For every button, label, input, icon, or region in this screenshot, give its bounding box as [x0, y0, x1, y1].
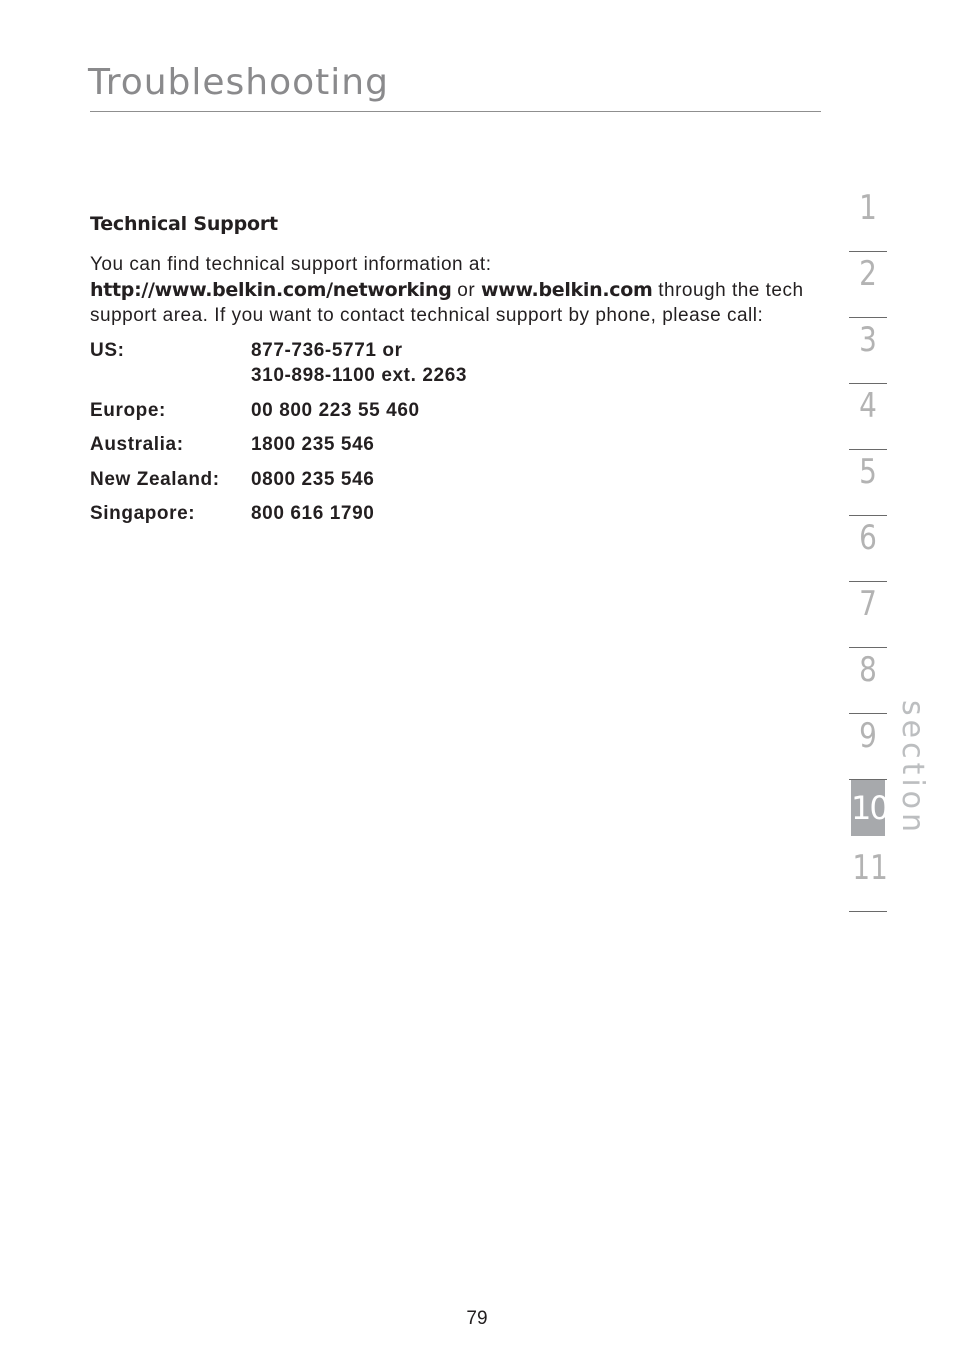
section-tab-8[interactable] — [849, 648, 887, 714]
contact-row-europe — [90, 398, 810, 424]
phone-number: 0800 235 546 — [251, 468, 375, 490]
phone-number: 1800 235 546 — [251, 434, 375, 455]
section-number: 4 — [859, 386, 877, 426]
section-number: 1 — [859, 188, 877, 228]
contact-value — [251, 338, 467, 389]
section-number: 2 — [859, 254, 877, 294]
main-content — [90, 213, 810, 536]
section-tab-4[interactable] — [849, 384, 887, 450]
trailing-text: through the tech support area. If you want to contact technical support by phone, please call: — [90, 279, 804, 326]
section-tab-5[interactable] — [849, 450, 887, 516]
phone-number: 877-736-5771 or — [251, 339, 403, 361]
section-number: 10 — [851, 780, 885, 836]
contact-label: New Zealand: — [90, 468, 220, 490]
title-divider — [90, 111, 821, 112]
intro-text — [90, 252, 810, 329]
section-tab-9[interactable] — [849, 714, 887, 780]
tab-divider — [849, 911, 887, 912]
phone-number: 00 800 223 55 460 — [251, 399, 420, 421]
phone-number: 800 616 1790 — [251, 503, 375, 524]
page-title: Troubleshooting — [88, 62, 389, 103]
contact-label: US: — [90, 339, 125, 361]
contact-label: Australia: — [90, 434, 184, 455]
phone-number: 310-898-1100 ext. 2263 — [251, 365, 468, 386]
section-tab-11[interactable] — [849, 846, 887, 912]
section-tab-6[interactable] — [849, 516, 887, 582]
contact-label: Singapore: — [90, 503, 196, 524]
contact-label: Europe: — [90, 399, 166, 421]
section-number: 11 — [852, 848, 888, 888]
section-tab-3[interactable] — [849, 318, 887, 384]
connector-text: or — [451, 279, 481, 301]
section-number: 6 — [859, 518, 877, 558]
section-tab-10-active[interactable] — [849, 780, 887, 846]
belkin-link[interactable]: www.belkin.com — [480, 278, 653, 301]
section-tab-2[interactable] — [849, 252, 887, 318]
section-number: 5 — [859, 452, 877, 492]
section-number: 7 — [859, 584, 877, 624]
phone-contact-table — [90, 338, 810, 527]
section-number: 8 — [859, 650, 877, 690]
contact-row-australia — [90, 432, 810, 458]
networking-link[interactable]: http://www.belkin.com/networking — [90, 278, 452, 301]
section-tab-7[interactable] — [849, 582, 887, 648]
contact-row-new-zealand — [90, 467, 810, 493]
contact-row-singapore — [90, 501, 810, 527]
section-number: 9 — [859, 716, 877, 756]
section-tab-1[interactable] — [849, 186, 887, 252]
section-nav — [849, 186, 887, 912]
contact-row-us — [90, 338, 810, 389]
page-number: 79 — [466, 1308, 488, 1329]
intro-line: You can find technical support information at: — [90, 254, 492, 275]
section-heading: Technical Support — [90, 213, 278, 235]
section-number: 3 — [859, 320, 877, 360]
section-label: section — [895, 700, 930, 837]
